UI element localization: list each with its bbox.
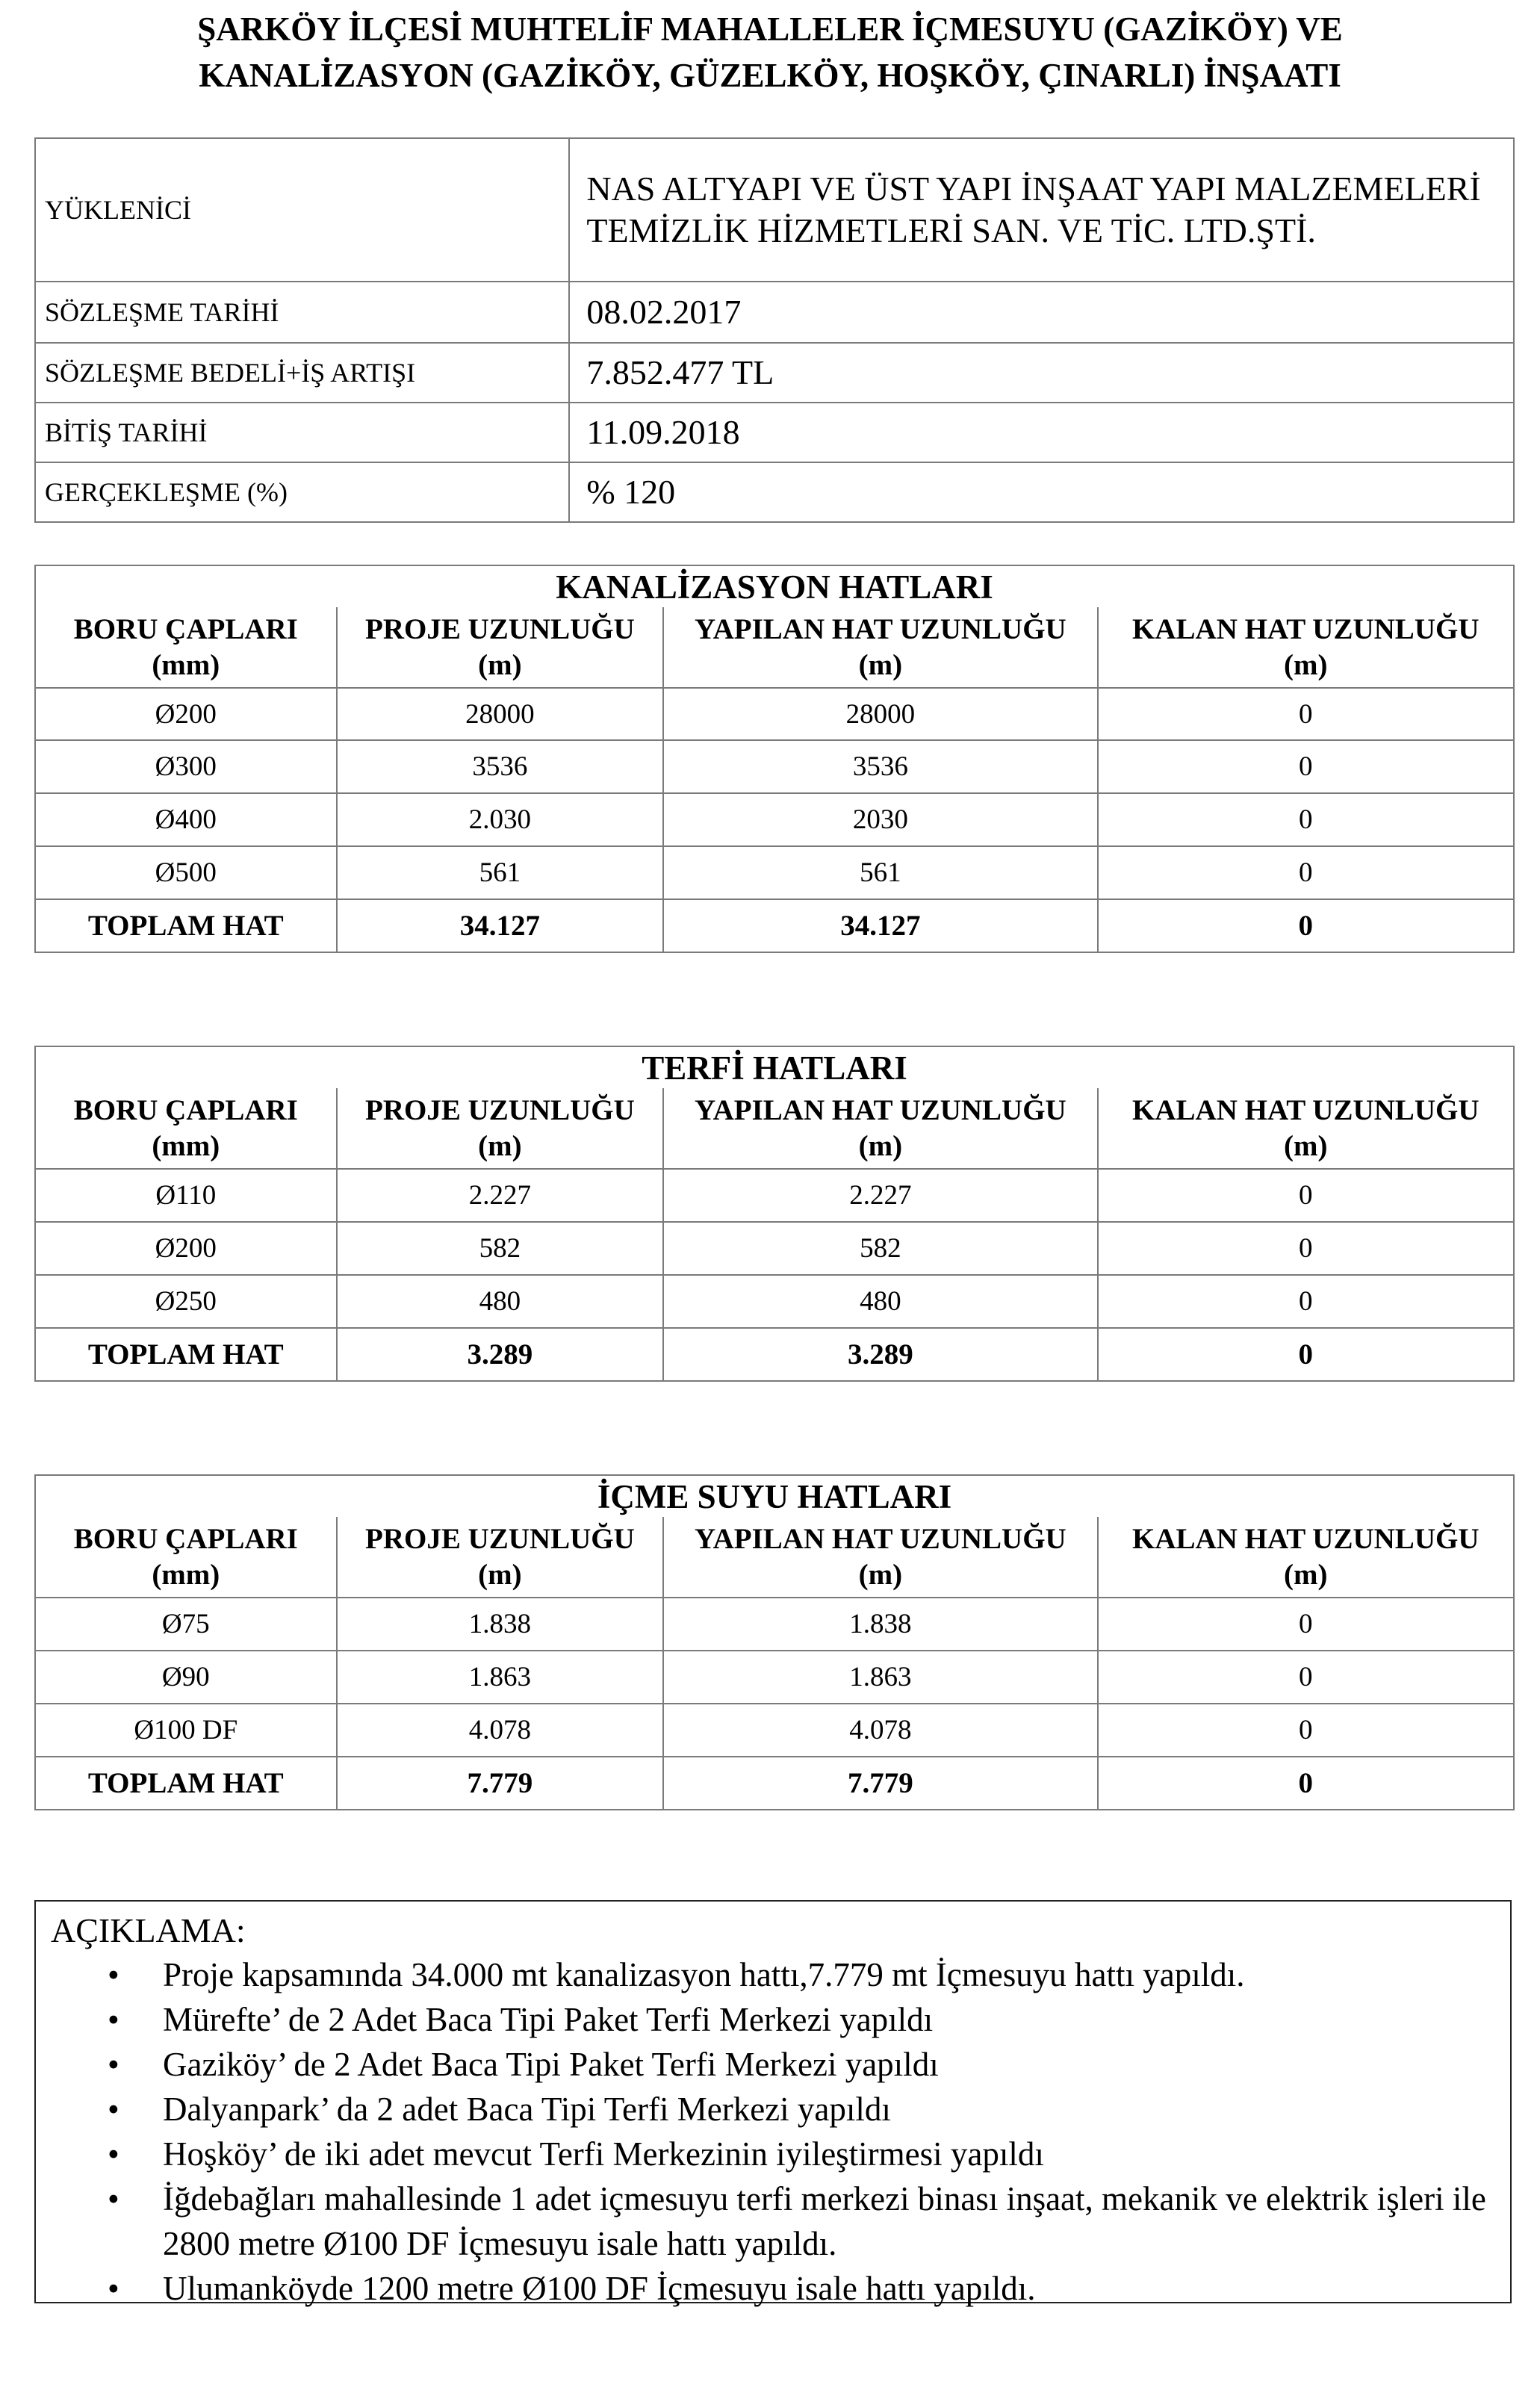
pumping-lines-table [34, 1046, 1515, 1382]
header-project-length: PROJE UZUNLUĞU (m) [337, 1088, 664, 1169]
cell-diameter: Ø200 [35, 688, 337, 740]
header-built-length: YAPILAN HAT UZUNLUĞU (m) [663, 607, 1097, 688]
cell-project-length: 1.863 [337, 1651, 664, 1704]
list-item: • Dalyanpark’ da 2 adet Baca Tipi Terfi Merkezi yapıldı [36, 2087, 1500, 2132]
cell-diameter: Ø75 [35, 1598, 337, 1651]
header-remaining-length: KALAN HAT UZUNLUĞU (m) [1098, 1517, 1514, 1598]
cell-project-length: 3536 [337, 740, 664, 793]
explanation-box [34, 1900, 1512, 2307]
cell-total-remaining: 0 [1098, 1328, 1514, 1381]
cell-project-length: 2.030 [337, 793, 664, 846]
cell-diameter: Ø200 [35, 1222, 337, 1275]
table-caption: İÇME SUYU HATLARI [35, 1475, 1514, 1517]
table-caption: KANALİZASYON HATLARI [35, 565, 1514, 607]
cell-built-length: 480 [663, 1275, 1097, 1328]
cell-total-remaining: 0 [1098, 899, 1514, 952]
header-pipe-diameter: BORU ÇAPLARI (mm) [35, 607, 337, 688]
title-line-2: KANALİZASYON (GAZİKÖY, GÜZELKÖY, HOŞKÖY, ÇINARLI) İNŞAATI [199, 57, 1341, 94]
header-remaining-length: KALAN HAT UZUNLUĞU (m) [1098, 607, 1514, 688]
info-label: YÜKLENİCİ [35, 138, 569, 282]
cell-diameter: Ø100 DF [35, 1704, 337, 1757]
cell-built-length: 1.863 [663, 1651, 1097, 1704]
cell-built-length: 28000 [663, 688, 1097, 740]
cell-remaining-length: 0 [1098, 1169, 1514, 1222]
cell-total-label: TOPLAM HAT [35, 899, 337, 952]
table-header-row [35, 1517, 1514, 1598]
cell-remaining-length: 0 [1098, 1598, 1514, 1651]
cell-diameter: Ø250 [35, 1275, 337, 1328]
info-value: NAS ALTYAPI VE ÜST YAPI İNŞAAT YAPI MALZEMELERİ TEMİZLİK HİZMETLERİ SAN. VE TİC. LTD.ŞTİ. [569, 138, 1514, 282]
table-row [35, 1169, 1514, 1222]
cell-diameter: Ø500 [35, 846, 337, 899]
header-remaining-length: KALAN HAT UZUNLUĞU (m) [1098, 1088, 1514, 1169]
table-row [35, 1222, 1514, 1275]
cell-built-length: 561 [663, 846, 1097, 899]
info-label: SÖZLEŞME BEDELİ+İŞ ARTIŞI [35, 343, 569, 403]
cell-project-length: 1.838 [337, 1598, 664, 1651]
bullet-icon: • [108, 2001, 119, 2038]
info-row-contract-date [35, 282, 1514, 343]
cell-built-length: 582 [663, 1222, 1097, 1275]
cell-remaining-length: 0 [1098, 1651, 1514, 1704]
cell-remaining-length: 0 [1098, 1704, 1514, 1757]
bullet-icon: • [108, 2046, 119, 2083]
cell-remaining-length: 0 [1098, 1275, 1514, 1328]
bullet-icon: • [108, 2180, 119, 2217]
list-item: • Ulumanköyde 1200 metre Ø100 DF İçmesuyu isale hattı yapıldı. [36, 2266, 1500, 2311]
bullet-icon: • [108, 2270, 119, 2307]
info-row-completion [35, 462, 1514, 522]
info-value: 11.09.2018 [569, 403, 1514, 462]
cell-project-length: 561 [337, 846, 664, 899]
info-value: % 120 [569, 462, 1514, 522]
cell-total-label: TOPLAM HAT [35, 1328, 337, 1381]
info-label: BİTİŞ TARİHİ [35, 403, 569, 462]
cell-built-length: 2030 [663, 793, 1097, 846]
table-row [35, 740, 1514, 793]
cell-diameter: Ø400 [35, 793, 337, 846]
cell-total-remaining: 0 [1098, 1757, 1514, 1810]
cell-total-built: 3.289 [663, 1328, 1097, 1381]
cell-total-built: 34.127 [663, 899, 1097, 952]
table-header-row [35, 1088, 1514, 1169]
table-row [35, 793, 1514, 846]
header-project-length: PROJE UZUNLUĞU (m) [337, 1517, 664, 1598]
header-pipe-diameter: BORU ÇAPLARI (mm) [35, 1088, 337, 1169]
cell-remaining-length: 0 [1098, 1222, 1514, 1275]
table-total-row [35, 899, 1514, 952]
cell-total-project: 7.779 [337, 1757, 664, 1810]
cell-project-length: 582 [337, 1222, 664, 1275]
table-total-row [35, 1757, 1514, 1810]
cell-diameter: Ø110 [35, 1169, 337, 1222]
info-value: 08.02.2017 [569, 282, 1514, 343]
list-item: • Mürefte’ de 2 Adet Baca Tipi Paket Terfi Merkezi yapıldı [36, 1997, 1500, 2042]
table-row [35, 1275, 1514, 1328]
cell-built-length: 2.227 [663, 1169, 1097, 1222]
info-value: 7.852.477 TL [569, 343, 1514, 403]
table-total-row [35, 1328, 1514, 1381]
cell-remaining-length: 0 [1098, 846, 1514, 899]
cell-remaining-length: 0 [1098, 740, 1514, 793]
sewer-lines-table [34, 565, 1515, 953]
cell-remaining-length: 0 [1098, 688, 1514, 740]
header-pipe-diameter: BORU ÇAPLARI (mm) [35, 1517, 337, 1598]
cell-total-project: 3.289 [337, 1328, 664, 1381]
explanation-title: AÇIKLAMA: [51, 1911, 246, 1949]
bullet-icon: • [108, 1956, 119, 1993]
table-row [35, 1598, 1514, 1651]
cell-built-length: 1.838 [663, 1598, 1097, 1651]
cell-total-project: 34.127 [337, 899, 664, 952]
table-row [35, 846, 1514, 899]
info-row-contract-price [35, 343, 1514, 403]
cell-diameter: Ø90 [35, 1651, 337, 1704]
table-caption: TERFİ HATLARI [35, 1046, 1514, 1088]
bullet-icon: • [108, 2135, 119, 2173]
info-row-contractor [35, 138, 1514, 282]
cell-project-length: 28000 [337, 688, 664, 740]
title-line-1: ŞARKÖY İLÇESİ MUHTELİF MAHALLELER İÇMESUYU (GAZİKÖY) VE [197, 10, 1343, 48]
header-built-length: YAPILAN HAT UZUNLUĞU (m) [663, 1517, 1097, 1598]
document-title [0, 6, 1540, 99]
cell-built-length: 3536 [663, 740, 1097, 793]
info-row-end-date [35, 403, 1514, 462]
list-item: • Proje kapsamında 34.000 mt kanalizasyon hattı,7.779 mt İçmesuyu hattı yapıldı. [36, 1952, 1500, 1997]
cell-project-length: 2.227 [337, 1169, 664, 1222]
list-item: • Hoşköy’ de iki adet mevcut Terfi Merkezinin iyileştirmesi yapıldı [36, 2132, 1500, 2176]
cell-built-length: 4.078 [663, 1704, 1097, 1757]
project-info-table [34, 137, 1515, 523]
explanation-list [36, 1952, 1500, 2311]
cell-project-length: 480 [337, 1275, 664, 1328]
info-label: SÖZLEŞME TARİHİ [35, 282, 569, 343]
cell-diameter: Ø300 [35, 740, 337, 793]
table-row [35, 688, 1514, 740]
cell-project-length: 4.078 [337, 1704, 664, 1757]
header-built-length: YAPILAN HAT UZUNLUĞU (m) [663, 1088, 1097, 1169]
table-row [35, 1651, 1514, 1704]
cell-remaining-length: 0 [1098, 793, 1514, 846]
cell-total-built: 7.779 [663, 1757, 1097, 1810]
cell-total-label: TOPLAM HAT [35, 1757, 337, 1810]
table-header-row [35, 607, 1514, 688]
bullet-icon: • [108, 2091, 119, 2128]
table-row [35, 1704, 1514, 1757]
drinking-water-lines-table [34, 1474, 1515, 1810]
list-item: • Gaziköy’ de 2 Adet Baca Tipi Paket Terfi Merkezi yapıldı [36, 2042, 1500, 2087]
list-item: • İğdebağları mahallesinde 1 adet içmesuyu terfi merkezi binası inşaat, mekanik ve elektrik işleri ile 2800 metre Ø100 DF İçmesuyu isale hattı yapıldı. [36, 2176, 1500, 2266]
info-label: GERÇEKLEŞME (%) [35, 462, 569, 522]
header-project-length: PROJE UZUNLUĞU (m) [337, 607, 664, 688]
